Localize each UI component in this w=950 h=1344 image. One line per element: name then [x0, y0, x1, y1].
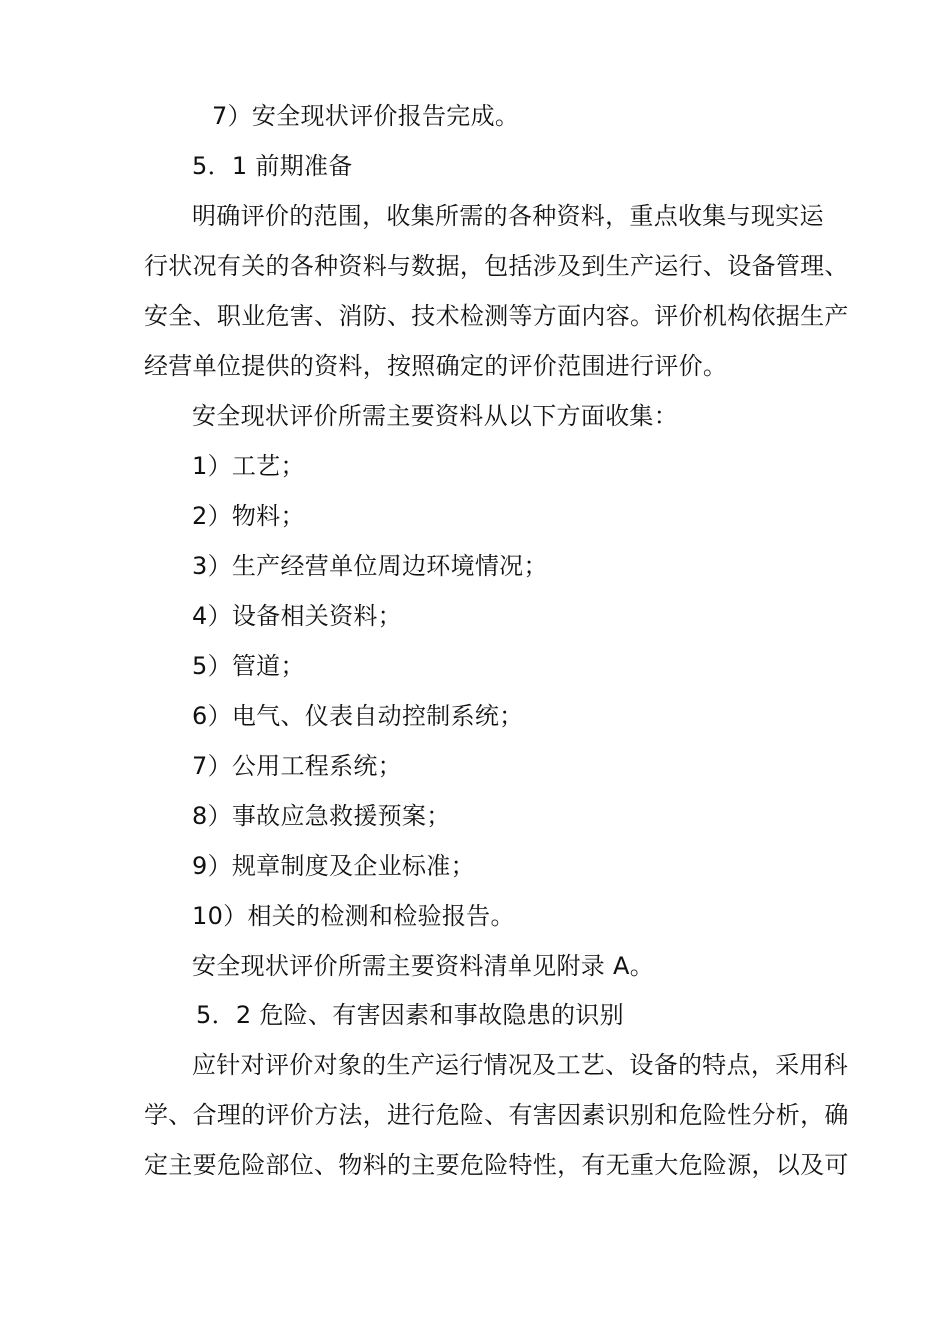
list-item: 5）管道； — [192, 652, 305, 680]
paragraph-line: 经营单位提供的资料，按照确定的评价范围进行评价。 — [144, 352, 728, 380]
list-item: 7）公用工程系统； — [192, 752, 402, 780]
list-item: 1）工艺； — [192, 452, 305, 480]
section-heading-5-1: 5．1 前期准备 — [192, 152, 353, 180]
list-item: 6）电气、仪表自动控制系统； — [192, 702, 524, 730]
section-heading-5-2: 5．2 危险、有害因素和事故隐患的识别 — [196, 1001, 624, 1029]
list-item: 9）规章制度及企业标准； — [192, 852, 475, 880]
paragraph-line: 明确评价的范围，收集所需的各种资料，重点收集与现实运 — [192, 202, 824, 230]
paragraph-line: 应针对评价对象的生产运行情况及工艺、设备的特点，采用科 — [192, 1051, 849, 1079]
paragraph-line: 安全现状评价所需主要资料从以下方面收集： — [192, 402, 678, 430]
list-item-report-completion: 7）安全现状评价报告完成。 — [212, 102, 520, 130]
list-item: 10）相关的检测和检验报告。 — [192, 902, 515, 930]
paragraph-line: 安全、职业危害、消防、技术检测等方面内容。评价机构依据生产 — [144, 302, 849, 330]
list-item: 2）物料； — [192, 502, 305, 530]
paragraph-line: 安全现状评价所需主要资料清单见附录 A。 — [192, 952, 655, 980]
paragraph-line: 行状况有关的各种资料与数据，包括涉及到生产运行、设备管理、 — [144, 252, 849, 280]
list-item: 4）设备相关资料； — [192, 602, 402, 630]
paragraph-line: 定主要危险部位、物料的主要危险特性，有无重大危险源，以及可 — [144, 1151, 849, 1179]
paragraph-line: 学、合理的评价方法，进行危险、有害因素识别和危险性分析，确 — [144, 1101, 849, 1129]
list-item: 3）生产经营单位周边环境情况； — [192, 552, 548, 580]
list-item: 8）事故应急救援预案； — [192, 802, 451, 830]
